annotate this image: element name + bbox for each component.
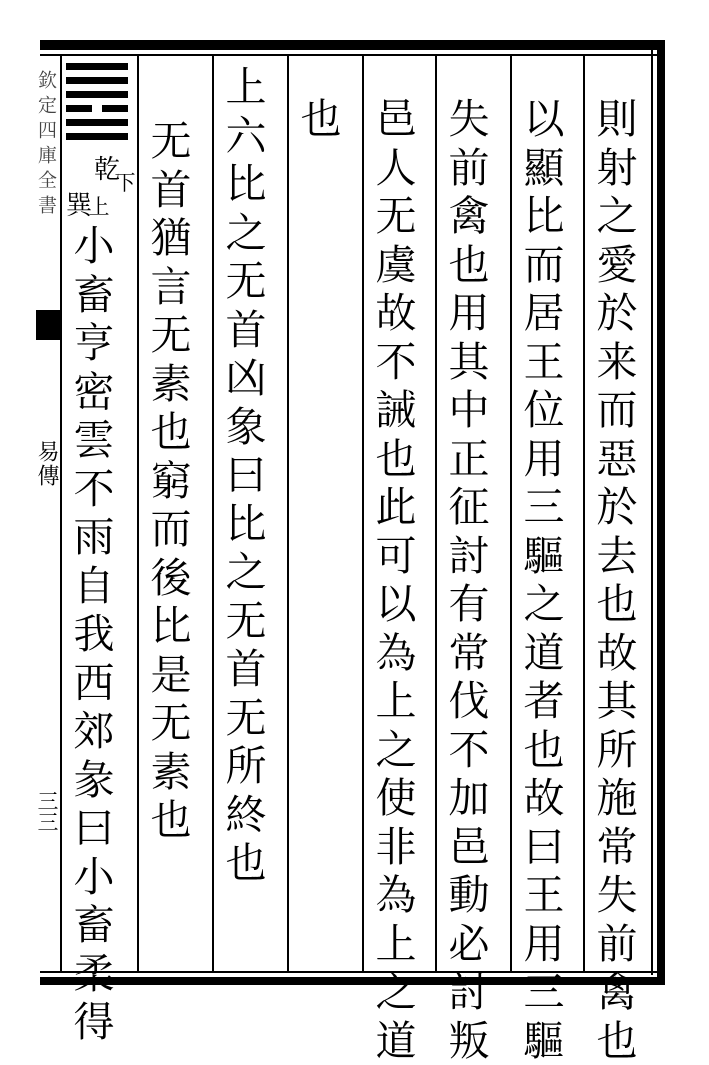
- trigram-upper-position: 上: [86, 194, 112, 220]
- text-character: 征: [449, 483, 490, 532]
- text-character: 畜: [74, 901, 115, 950]
- text-character: 虞: [376, 241, 417, 290]
- text-character: 无: [151, 117, 192, 166]
- text-character: 所: [226, 742, 267, 791]
- text-character: 自: [74, 562, 115, 611]
- column-divider: [287, 56, 289, 971]
- text-character: 六: [226, 112, 267, 161]
- text-character: 上: [376, 920, 417, 969]
- page-number: 三三: [40, 790, 62, 832]
- text-character: 此: [376, 483, 417, 532]
- text-character: 王: [524, 338, 565, 387]
- text-character: 為: [376, 629, 417, 678]
- text-character: 前: [449, 144, 490, 193]
- text-character: 不: [376, 338, 417, 387]
- text-character: 比: [151, 602, 192, 651]
- text-character: 終: [226, 791, 267, 840]
- column-divider: [212, 56, 214, 971]
- text-character: 也: [597, 1017, 638, 1065]
- text-character: 不: [74, 465, 115, 514]
- right-border-thin: [651, 50, 653, 975]
- text-character: 可: [376, 532, 417, 581]
- text-character: 无: [226, 694, 267, 743]
- text-character: 非: [376, 823, 417, 872]
- text-character: 来: [597, 338, 638, 387]
- text-character: 无: [226, 257, 267, 306]
- text-character: 邑: [449, 823, 490, 872]
- text-character: 之: [376, 968, 417, 1017]
- text-character: 也: [151, 408, 192, 457]
- text-character: 惡: [597, 435, 638, 484]
- text-character: 而: [524, 241, 565, 290]
- text-character: 失: [597, 871, 638, 920]
- text-character: 西: [74, 659, 115, 708]
- text-character: 比: [226, 500, 267, 549]
- text-column-2: [514, 95, 574, 1065]
- text-column-6: [216, 63, 276, 888]
- text-character: 之: [226, 209, 267, 258]
- text-character: 之: [597, 192, 638, 241]
- text-character: 中: [449, 386, 490, 435]
- text-character: 愛: [597, 241, 638, 290]
- text-character: 比: [524, 192, 565, 241]
- text-character: 之: [524, 580, 565, 629]
- text-column-3: [439, 95, 499, 1065]
- text-column-4: [366, 95, 426, 1065]
- text-character: 也: [449, 241, 490, 290]
- text-character: 无: [151, 311, 192, 360]
- text-character: 討: [449, 968, 490, 1017]
- text-character: 於: [597, 289, 638, 338]
- text-character: 居: [524, 289, 565, 338]
- text-character: 常: [449, 629, 490, 678]
- text-character: 禽: [449, 192, 490, 241]
- text-character: 道: [524, 629, 565, 678]
- text-character: 叛: [449, 1017, 490, 1065]
- text-character: 射: [597, 144, 638, 193]
- text-character: 无: [376, 192, 417, 241]
- text-character: 曰: [74, 804, 115, 853]
- text-character: 曰: [226, 451, 267, 500]
- column-divider: [362, 56, 364, 971]
- text-character: 道: [376, 1017, 417, 1065]
- text-character: 也: [151, 796, 192, 845]
- text-character: 言: [151, 263, 192, 312]
- text-character: 三: [524, 483, 565, 532]
- text-character: 柔: [74, 950, 115, 999]
- text-character: 小: [74, 853, 115, 902]
- text-character: 驅: [524, 532, 565, 581]
- text-character: 後: [151, 554, 192, 603]
- text-character: 密: [74, 368, 115, 417]
- trigram-lower-position: 下: [112, 170, 138, 196]
- text-character: 郊: [74, 707, 115, 756]
- side-label: 易傳: [40, 440, 62, 488]
- text-character: 伐: [449, 677, 490, 726]
- text-character: 也: [524, 726, 565, 775]
- text-character: 故: [597, 629, 638, 678]
- text-character: 前: [597, 920, 638, 969]
- text-character: 曰: [524, 823, 565, 872]
- text-character: 用: [524, 435, 565, 484]
- text-character: 上: [376, 677, 417, 726]
- text-character: 其: [449, 338, 490, 387]
- text-character: 王: [524, 871, 565, 920]
- text-character: 以: [376, 580, 417, 629]
- text-character: 雲: [74, 416, 115, 465]
- column-divider: [435, 56, 437, 971]
- text-character: 為: [376, 871, 417, 920]
- text-character: 也: [301, 95, 342, 144]
- text-character: 有: [449, 580, 490, 629]
- text-character: 以: [524, 95, 565, 144]
- text-character: 得: [74, 998, 115, 1047]
- column-divider: [510, 56, 512, 971]
- text-character: 我: [74, 610, 115, 659]
- text-character: 上: [226, 63, 267, 112]
- text-character: 不: [449, 726, 490, 775]
- text-character: 其: [597, 677, 638, 726]
- text-character: 亨: [74, 319, 115, 368]
- text-character: 必: [449, 920, 490, 969]
- hexagram-symbol: [66, 63, 128, 149]
- text-character: 則: [597, 95, 638, 144]
- text-character: 使: [376, 774, 417, 823]
- text-column-8: [64, 222, 124, 1047]
- text-character: 加: [449, 774, 490, 823]
- text-character: 雨: [74, 513, 115, 562]
- text-character: 无: [226, 597, 267, 646]
- column-divider: [583, 56, 585, 971]
- text-character: 正: [449, 435, 490, 484]
- text-character: 於: [597, 483, 638, 532]
- text-character: 是: [151, 651, 192, 700]
- text-character: 討: [449, 532, 490, 581]
- text-character: 用: [524, 920, 565, 969]
- text-character: 去: [597, 532, 638, 581]
- text-character: 之: [226, 548, 267, 597]
- text-character: 故: [376, 289, 417, 338]
- trigram-lower-char: 乾: [94, 156, 120, 184]
- text-character: 比: [226, 160, 267, 209]
- text-character: 首: [226, 645, 267, 694]
- text-character: 素: [151, 748, 192, 797]
- text-column-7: [141, 117, 201, 845]
- text-character: 誡: [376, 386, 417, 435]
- text-character: 而: [597, 386, 638, 435]
- text-character: 顯: [524, 144, 565, 193]
- text-character: 邑: [376, 95, 417, 144]
- text-character: 用: [449, 289, 490, 338]
- text-character: 三: [524, 968, 565, 1017]
- text-character: 常: [597, 823, 638, 872]
- text-character: 也: [376, 435, 417, 484]
- text-character: 施: [597, 774, 638, 823]
- right-border-thick: [657, 40, 665, 985]
- text-character: 首: [151, 166, 192, 215]
- margin-fishtail: [36, 310, 60, 340]
- left-border: [60, 56, 62, 971]
- text-character: 无: [151, 699, 192, 748]
- text-character: 位: [524, 386, 565, 435]
- text-character: 猶: [151, 214, 192, 263]
- text-character: 窮: [151, 457, 192, 506]
- text-character: 所: [597, 726, 638, 775]
- text-character: 禽: [597, 968, 638, 1017]
- text-character: 者: [524, 677, 565, 726]
- text-character: 也: [597, 580, 638, 629]
- text-character: 驅: [524, 1017, 565, 1065]
- margin-edge-text: 欽定四庫全書: [36, 70, 60, 310]
- text-character: 失: [449, 95, 490, 144]
- text-character: 凶: [226, 354, 267, 403]
- text-character: 人: [376, 144, 417, 193]
- text-character: 象: [226, 403, 267, 452]
- text-character: 彖: [74, 756, 115, 805]
- text-column-1: [587, 95, 647, 1065]
- text-character: 動: [449, 871, 490, 920]
- text-column-5: [291, 95, 351, 144]
- trigram-upper-char: 巽: [66, 192, 92, 220]
- text-character: 畜: [74, 271, 115, 320]
- text-character: 而: [151, 505, 192, 554]
- text-character: 小: [74, 222, 115, 271]
- text-character: 之: [376, 726, 417, 775]
- text-character: 故: [524, 774, 565, 823]
- top-border-thin: [40, 54, 665, 56]
- top-border-thick: [40, 40, 665, 50]
- text-character: 也: [226, 839, 267, 888]
- text-character: 首: [226, 306, 267, 355]
- text-character: 素: [151, 360, 192, 409]
